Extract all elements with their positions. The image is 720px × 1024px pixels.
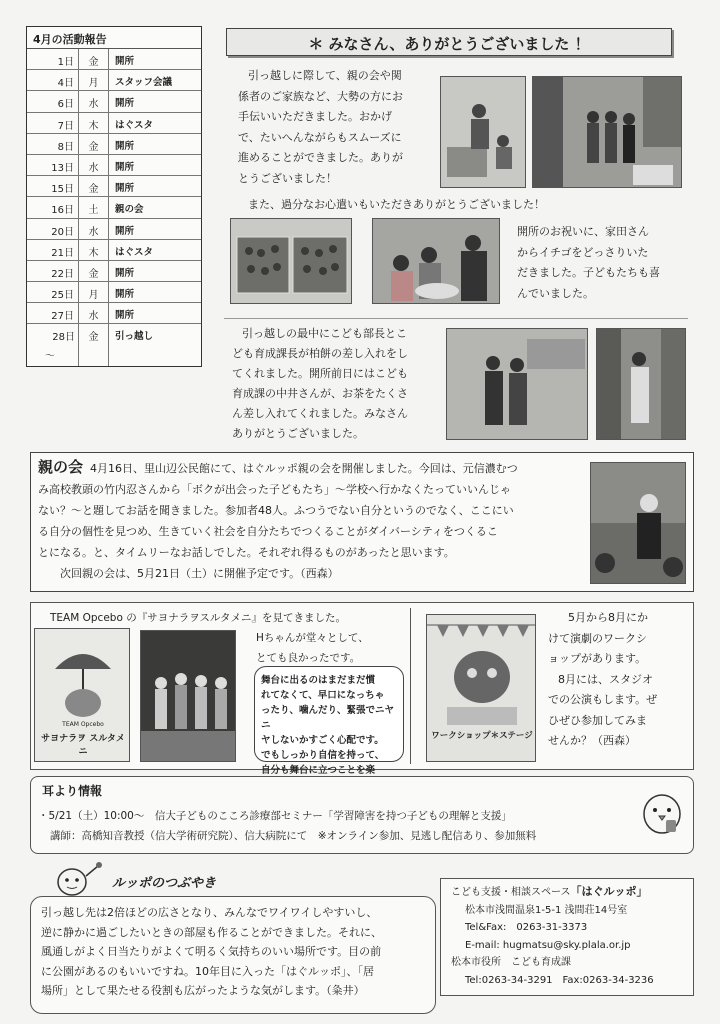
poster-title: サヨナラヲ スルタメニ [41, 734, 125, 757]
text-line: ん差し入れてくれました。みなさん [232, 407, 408, 420]
activity-date: 22日 [27, 261, 79, 281]
activity-event: 開所 [115, 310, 135, 322]
activity-event: 親の会 [115, 204, 144, 216]
text-line: だきました。子どもたちも喜 [517, 266, 660, 279]
activity-event: 開所 [115, 56, 135, 67]
activity-row [27, 134, 201, 155]
ruppo-title: ルッポのつぶやき [112, 876, 217, 891]
activity-weekday: 月 [79, 70, 109, 90]
contact-tel: Tel&Fax: 0263-31-3373 [465, 922, 588, 933]
activity-event: 開所 [115, 183, 135, 195]
contact-org [451, 883, 683, 902]
org-prefix: こども支援・相談スペース [451, 887, 571, 898]
text-line: ひぜひ参加してみま [548, 713, 647, 727]
text-line: 講師：高橋知音教授（信大学術研究院）、信大病院にて ※オンライン参加、見逃し配信あり、参加無料 [50, 830, 537, 842]
activity-weekday: 土 [79, 197, 109, 217]
text-line: Hちゃんが堂々として、 [256, 632, 369, 644]
theater-intro [50, 608, 346, 628]
thanks-paragraph-4 [232, 324, 442, 444]
photo-illustration [533, 77, 682, 188]
activity-event: 開所 [115, 267, 135, 279]
text-line: で、たいへんながらもスムーズに [238, 130, 402, 144]
contact-section [440, 878, 694, 996]
activity-event: はぐスタ [115, 246, 154, 258]
text-span: 4月16日、里山辺公民館にて、はぐルッポ親の会を開催しました。今回は、元信濃むつ [90, 462, 518, 475]
text-line: てくれました。開所前日にはこども [232, 367, 408, 380]
activity-row [27, 113, 201, 134]
stage-photo [140, 630, 236, 762]
text-line: ョップがあります。 [548, 652, 647, 665]
text-line: 引っ越しの最中にこども部長とこ [242, 327, 407, 340]
activity-weekday: 月 [79, 282, 109, 302]
staff-photo [596, 328, 686, 440]
activity-event: 開所 [115, 225, 135, 237]
activity-row [27, 219, 201, 240]
photo-illustration [597, 329, 686, 440]
activity-date: 13日 [27, 155, 79, 175]
poster-team: TEAM Opcebo [62, 721, 104, 728]
activity-date: 4日 [27, 70, 79, 90]
activity-event: スタッフ会議 [115, 77, 173, 89]
date-cell [27, 324, 79, 366]
activity-date: 8日 [27, 134, 79, 154]
activity-date: 15日 [27, 176, 79, 196]
moving-photo-1 [440, 76, 526, 188]
text-line: み高校教頭の竹内忍さんから「ボクが出会った子どもたち」～学校へ行かなくたっていいんじゃ [38, 483, 511, 496]
text-line: 手伝いいただきました。おかげ [238, 110, 392, 123]
text-line: とになる。と、タイムリーなお話しでした。それぞれ得るものがあったと思います。 [38, 546, 455, 559]
activity-row [27, 176, 201, 197]
text-line: とても良かったです。 [256, 652, 361, 664]
thanks-paragraph-2: また、過分なお心遣いもいただきありがとうございました！ [248, 198, 545, 211]
activity-row [27, 70, 201, 91]
text-line: ない？～と題してお話を聞きました。参加者48人。ふつうでない自分というのでなく、ここにい [38, 504, 514, 517]
text-line: ありがとうございました。 [232, 427, 364, 440]
text-line: 逆に静かに過ごしたいときの部屋も作ることができました。それに、 [41, 925, 382, 939]
speech-bubble [254, 666, 404, 776]
text-line: 場所」として果たせる役割も広がったような気がします。（粂井） [41, 984, 365, 997]
date-range-tilde: ～ [45, 351, 55, 363]
text-line: 舞台に出るのはまだまだ慣 [261, 675, 376, 686]
text-line: る自分の個性を見つめ、生きていく社会を自分たちでつくることがダイバーシティをつくるこ [38, 525, 498, 538]
workshop-text [548, 608, 694, 752]
activity-row [27, 324, 201, 366]
activity-event: 開所 [115, 161, 135, 173]
activity-event: 開所 [115, 98, 135, 110]
city-office: 松本市役所 こども育成課 [451, 957, 571, 968]
text-line: 進めることができました。ありが [238, 151, 403, 164]
activity-row [27, 197, 201, 218]
activity-row [27, 49, 201, 70]
text-line: ども育成課長が柏餅の差し入れをし [232, 347, 408, 360]
workshop-poster [426, 614, 536, 762]
text-line: 開所のお祝いに、家田さん [517, 225, 649, 238]
text-line: でもしっかり自信を持って、 [261, 750, 385, 761]
photo-illustration [441, 77, 526, 188]
activity-date: 1日 [27, 49, 79, 69]
play-poster [34, 628, 130, 762]
activity-event: 引っ越し [115, 331, 154, 343]
text-line [38, 457, 578, 479]
info-title: 耳より情報 [42, 784, 103, 798]
activity-date: 27日 [27, 303, 79, 323]
text-line: ったり、噛んだり、緊張でニヤニ [261, 705, 395, 731]
activity-date: 21日 [27, 240, 79, 260]
theater-intro-cont [256, 628, 369, 668]
activity-weekday: 水 [79, 91, 109, 111]
activity-row [27, 303, 201, 324]
activity-title: 4月の活動報告 [27, 27, 201, 49]
workshop-poster-title: ワークショップ＊ステージ [431, 731, 533, 741]
org-name: 「はぐルッポ」 [570, 885, 648, 898]
thanks-paragraph-3 [517, 222, 689, 304]
activity-weekday: 金 [79, 324, 109, 366]
activity-table [26, 26, 202, 367]
info-body [38, 806, 536, 846]
strawberry-photo [230, 218, 352, 304]
text-line: での公演もします。ぜ [548, 693, 658, 706]
mascot-illustration [52, 858, 102, 898]
text-line: ヤしないかすごく心配です。 [261, 735, 384, 746]
text-line: れてなくて、早口になっちゃ [261, 690, 385, 701]
text-line: 自分も舞台に立つことを楽 [261, 765, 376, 776]
text-line: からイチゴをどっさりいた [517, 245, 649, 259]
activity-date: 16日 [27, 197, 79, 217]
activity-weekday: 木 [79, 113, 109, 133]
text-line: 係者のご家族など、大勢の方にお [238, 89, 403, 103]
activity-weekday: 水 [79, 219, 109, 239]
activity-weekday: 水 [79, 303, 109, 323]
parents-meeting-text [38, 457, 578, 584]
officials-photo [446, 328, 588, 440]
section-divider [224, 318, 688, 319]
ruppo-section [30, 896, 436, 1014]
photo-illustration [141, 631, 236, 762]
text-line: 次回親の会は、5月21日（土）に開催予定です。（西森） [60, 567, 339, 580]
thanks-heading: ＊ みなさん、ありがとうございました ！ [226, 28, 672, 56]
activity-date: 28日 [52, 332, 75, 344]
activity-weekday: 木 [79, 240, 109, 260]
moving-photo-2 [532, 76, 682, 188]
activity-row [27, 261, 201, 282]
text-line: とうございました！ [238, 171, 337, 185]
text-line: 引っ越しに際して、親の会や関 [248, 69, 402, 82]
text-line: 引っ越し先は2倍ほどの広さとなり、みんなでワイワイしやすいし、 [41, 906, 378, 919]
lecture-photo [590, 462, 686, 584]
city-office-tel: Tel:0263-34-3291 Fax:0263-34-3236 [465, 974, 654, 986]
activity-weekday: 金 [79, 134, 109, 154]
photo-illustration [373, 219, 500, 304]
photo-illustration [231, 219, 352, 304]
photo-illustration [591, 463, 686, 584]
activity-weekday: 水 [79, 155, 109, 175]
activity-weekday: 金 [79, 261, 109, 281]
text-line: ・5/21（土）10:00～ 信大子どものこころ診療部セミナー「学習障害を持つ子どもの理解と支援」 [38, 810, 512, 822]
text-line: せんか？（西森） [548, 734, 636, 747]
activity-weekday: 金 [79, 49, 109, 69]
activity-date: 7日 [27, 113, 79, 133]
activity-date: 6日 [27, 91, 79, 111]
activity-row [27, 240, 201, 261]
text-line: 育成課の中井さんが、お茶をたくさ [232, 387, 408, 400]
chick-illustration [640, 786, 684, 836]
activity-event: 開所 [115, 289, 135, 301]
chick-mascot-icon [640, 786, 684, 836]
text-line: 風通しがよく日当たりがよくて明るく気持ちのいい場所です。目の前 [41, 945, 382, 958]
activity-date: 25日 [27, 282, 79, 302]
activity-event: 開所 [115, 140, 135, 152]
photo-illustration [447, 329, 588, 440]
children-photo [372, 218, 500, 304]
text-line: 8月には、スタジオ [558, 672, 653, 686]
activity-event: はぐスタ [115, 119, 154, 131]
theater-divider [410, 608, 411, 764]
text-line: けて演劇のワークシ [548, 631, 647, 645]
contact-address: 松本市浅間温泉1-5-1 浅間荘14号室 [465, 904, 628, 916]
ruppo-mascot-icon [52, 858, 102, 898]
activity-row [27, 155, 201, 176]
thanks-paragraph-1 [238, 66, 438, 189]
contact-email[interactable]: E-mail: hugmatsu@sky.plala.or.jp [465, 939, 631, 951]
activity-row [27, 91, 201, 112]
activity-date: 20日 [27, 219, 79, 239]
text-line: TEAM Opcebo の『サヨナラヲスルタメニ』を見てきました。 [50, 612, 346, 624]
activity-rows [27, 49, 201, 366]
text-line: に公園があるのもいいですね。10年目に入った「はぐルッポ」、「居 [41, 964, 374, 978]
activity-row [27, 282, 201, 303]
parents-meeting-label: 親の会 [38, 458, 84, 476]
activity-weekday: 金 [79, 176, 109, 196]
text-line: んでいました。 [517, 286, 594, 300]
text-line: 5月から8月にか [568, 611, 648, 624]
